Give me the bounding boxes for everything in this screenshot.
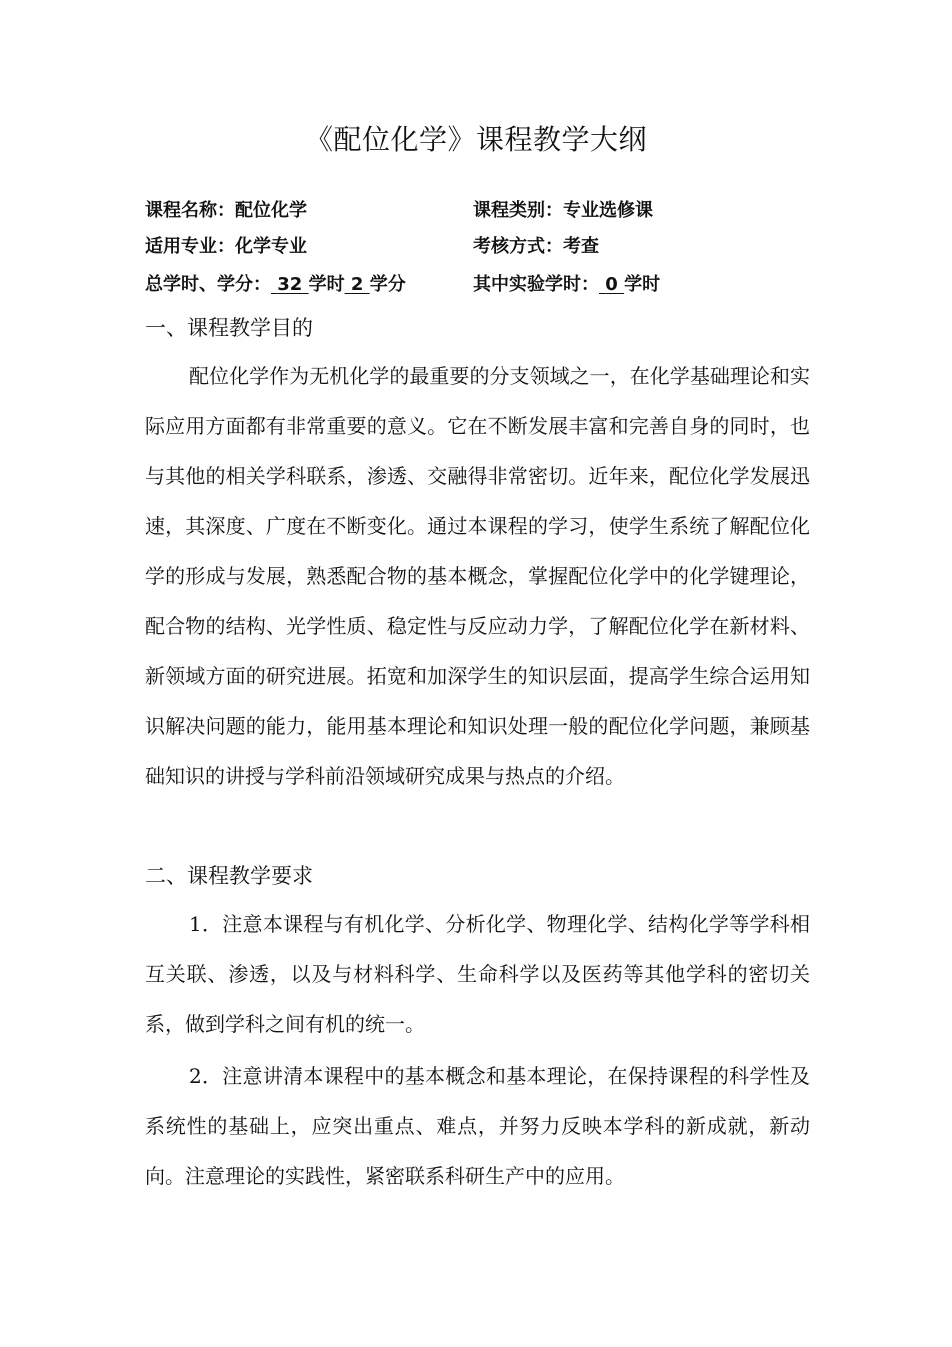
course-category-value: 专业选修课 [563, 200, 653, 221]
hours-unit: 学时 [308, 274, 345, 295]
section2-item-2: 2．注意讲清本课程中的基本概念和基本理论，在保持课程的科学性及系统性的基础上，应突出重点、难点，并努力反映本学科的新成就，新动向。注意理论的实践性，紧密联系科研生产中的应用。 [145, 1064, 810, 1188]
lab-hours-unit: 学时 [624, 274, 661, 295]
lab-hours-number: 0 [605, 274, 618, 295]
section2-item-1: 1．注意本课程与有机化学、分析化学、物理化学、结构化学等学科相互关联、渗透，以及与材料科学、生命科学以及医药等其他学科的密切关系，做到学科之间有机的统一。 [145, 912, 810, 1036]
meta-row-1 [145, 196, 653, 222]
major-value: 化学专业 [235, 236, 307, 257]
hours-value [271, 274, 309, 295]
credits-value [345, 274, 370, 295]
meta-row-3 [145, 270, 661, 296]
course-name-label: 课程名称： [145, 200, 235, 221]
hours-label: 总学时、学分： [145, 274, 271, 295]
assessment-value: 考查 [563, 236, 599, 257]
hours-number: 32 [277, 274, 303, 295]
course-category [473, 196, 653, 222]
section1-paragraph: 配位化学作为无机化学的最重要的分支领域之一，在化学基础理论和实际应用方面都有非常重要的意义。它在不断发展丰富和完善自身的同时，也与其他的相关学科联系，渗透、交融得非常密切。近年来，配位化学发展迅速，其深度、广度在不断变化。通过本课程的学习，使学生系统了解配位化学的形成与发展，熟悉配合物的基本概念，掌握配位化学中的化学键理论，配合物的结构、光学性质、稳定性与反应动力学，了解配位化学在新材料、新领域方面的研究进展。拓宽和加深学生的知识层面，提高学生综合运用知识解决问题的能力，能用基本理论和知识处理一般的配位化学问题，兼顾基础知识的讲授与学科前沿领域研究成果与热点的介绍。 [145, 364, 810, 788]
course-name-value: 配位化学 [235, 200, 307, 221]
document-title: 《配位化学》课程教学大纲 [304, 123, 647, 156]
meta-row-2 [145, 232, 599, 258]
major-label: 适用专业： [145, 236, 235, 257]
credits-unit: 学分 [369, 274, 406, 295]
lab-hours-value [599, 274, 624, 295]
credits-number: 2 [350, 274, 364, 295]
section1-heading: 一、课程教学目的 [145, 316, 313, 340]
section2-heading: 二、课程教学要求 [145, 864, 313, 888]
lab-hours [473, 270, 660, 296]
lab-hours-label: 其中实验学时： [473, 274, 599, 295]
course-category-label: 课程类别： [473, 200, 563, 221]
assessment [473, 232, 599, 258]
assessment-label: 考核方式： [473, 236, 563, 257]
